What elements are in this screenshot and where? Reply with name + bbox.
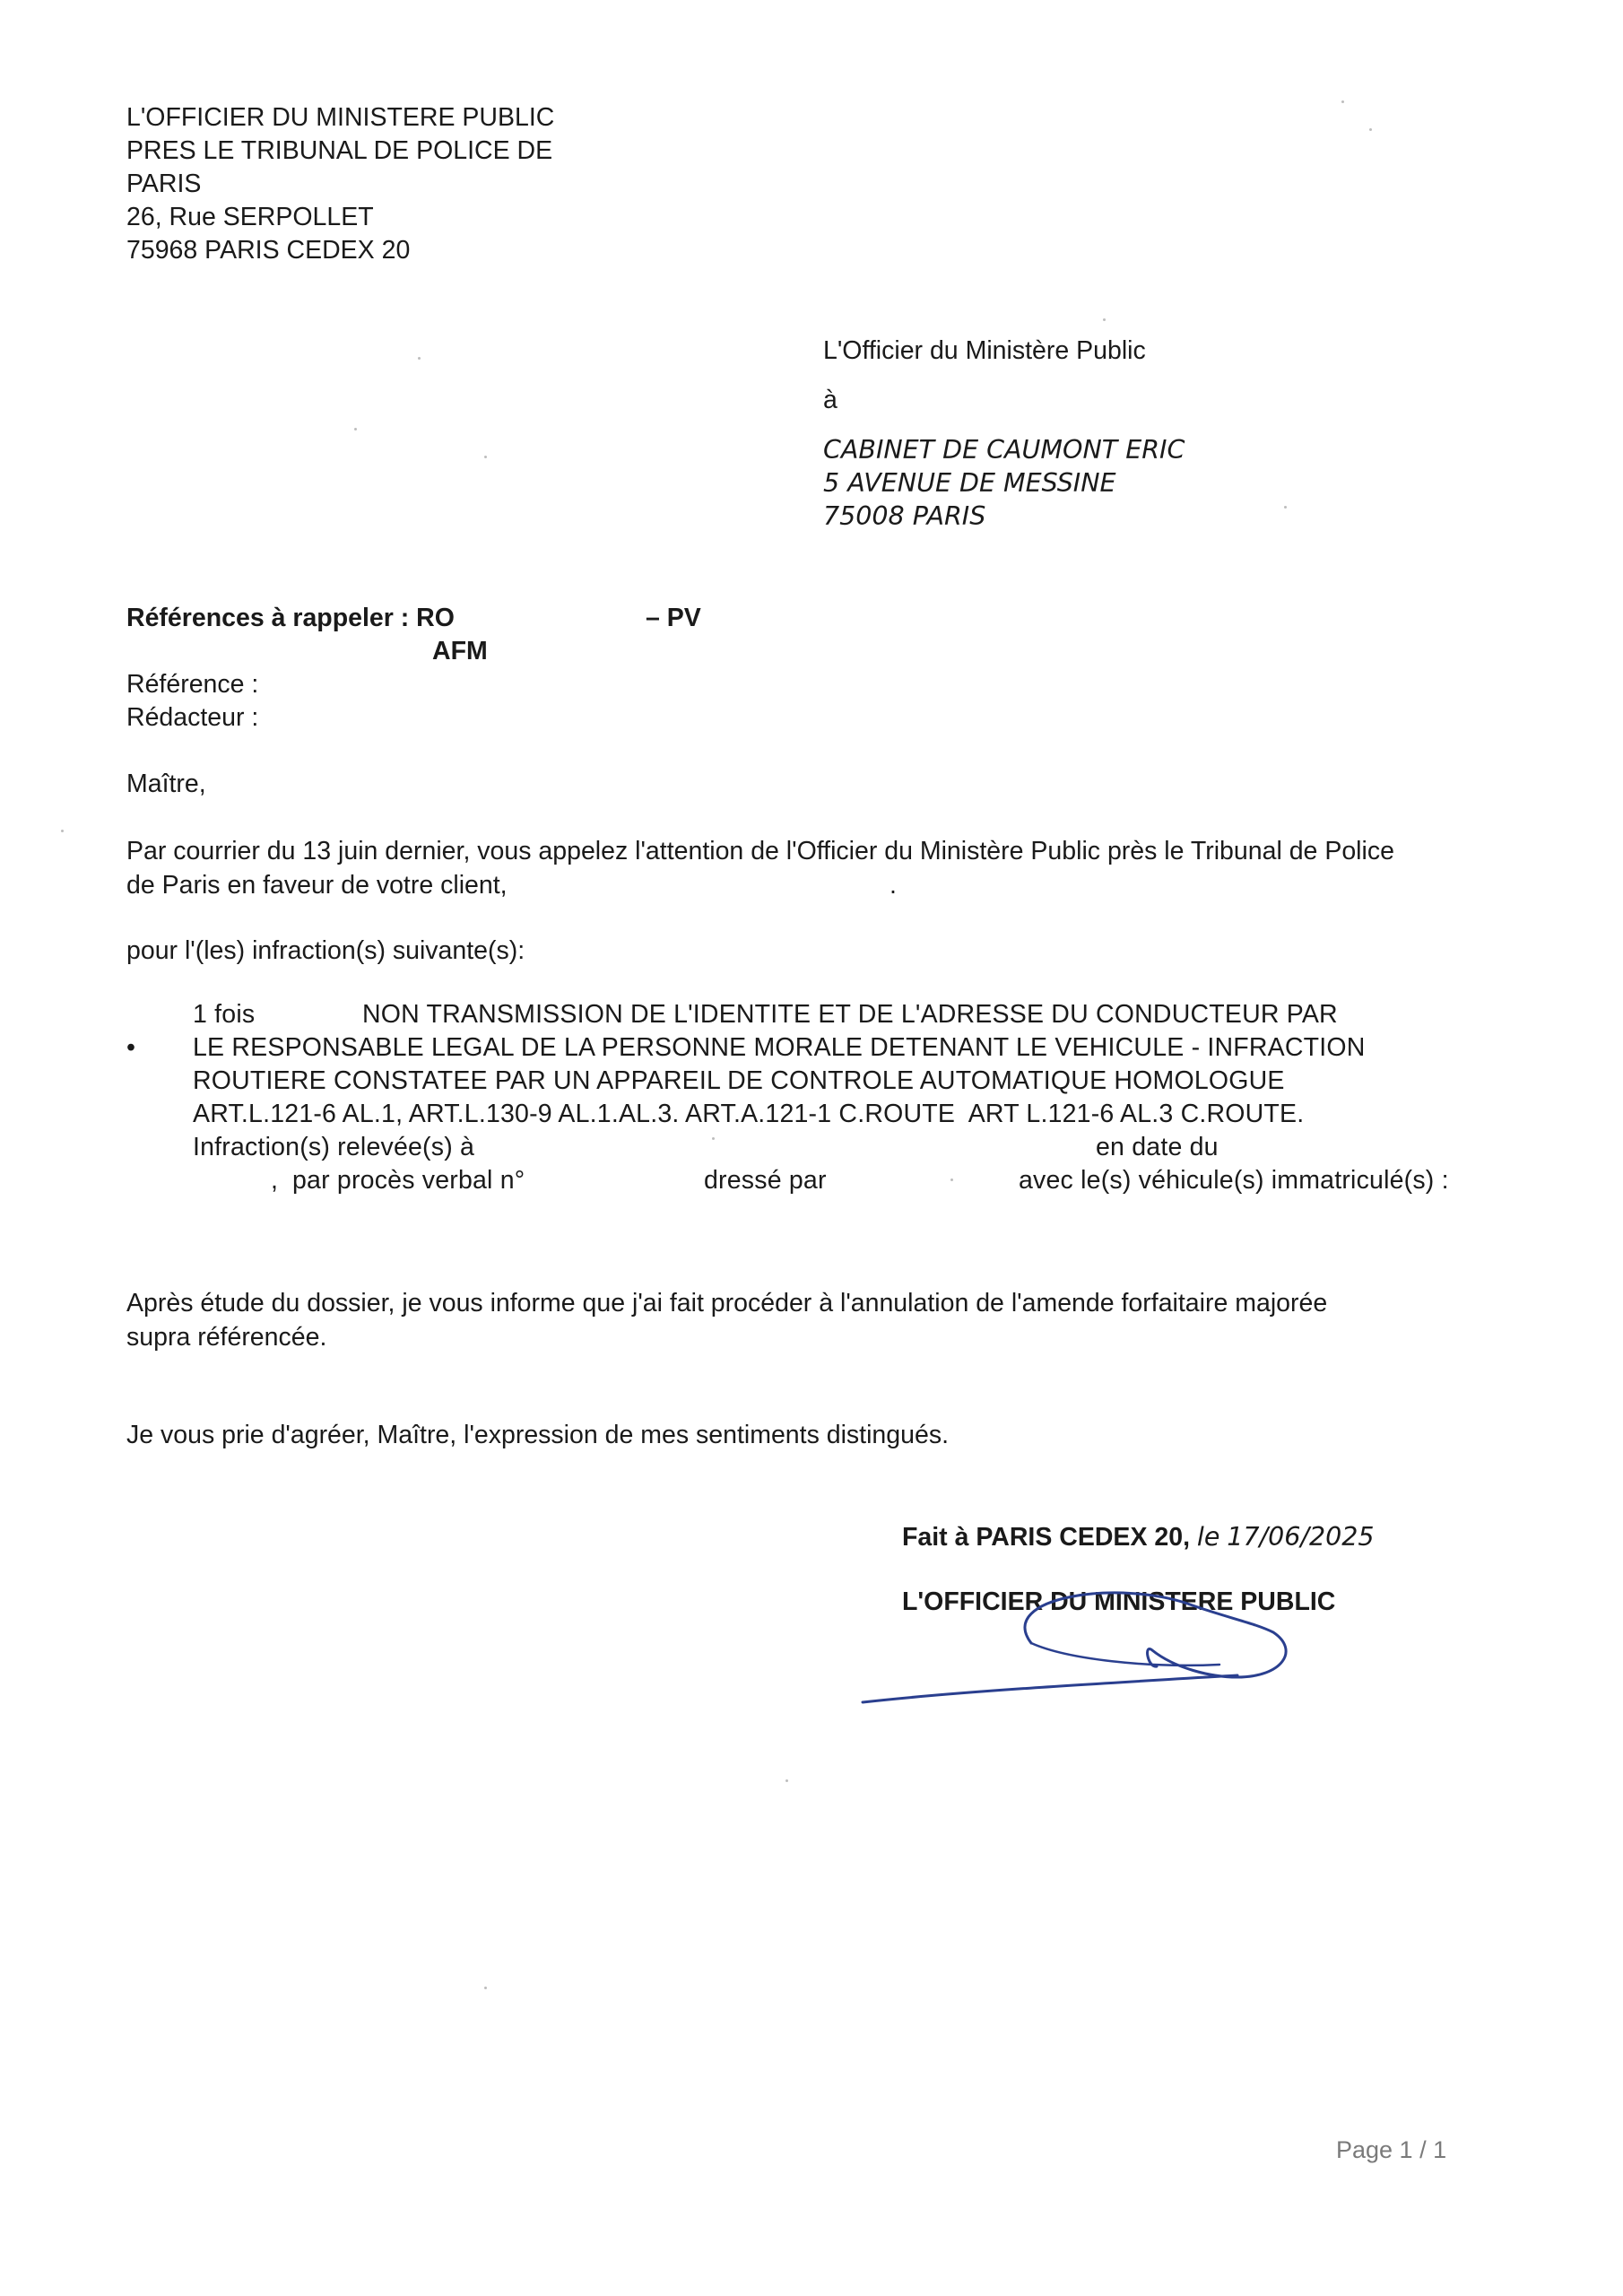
recipient-from: L'Officier du Ministère Public xyxy=(823,336,1146,365)
recipient-to-word: à xyxy=(823,386,838,414)
signature-date-prefix: le xyxy=(1196,1522,1220,1552)
infraction-pv-label: par procès verbal n° xyxy=(292,1166,525,1195)
references-label: Références à rappeler : RO xyxy=(126,604,455,632)
intro-paragraph-dot: . xyxy=(890,871,897,900)
reference-label: Référence : xyxy=(126,670,259,699)
infraction-desc-line: LE RESPONSABLE LEGAL DE LA PERSONNE MORALE DETENANT LE VEHICULE - INFRACTION xyxy=(193,1033,1366,1062)
sender-address xyxy=(126,101,554,267)
recipient-address xyxy=(823,433,1185,533)
decision-paragraph-line: Après étude du dossier, je vous informe que j'ai fait procéder à l'annulation de l'amende forfaitaire majorée xyxy=(126,1289,1328,1318)
signature-title: L'OFFICIER DU MINISTERE PUBLIC xyxy=(902,1587,1336,1616)
infraction-desc-line: ROUTIERE CONSTATEE PAR UN APPAREIL DE CONTROLE AUTOMATIQUE HOMOLOGUE xyxy=(193,1066,1285,1095)
recipient-line: CABINET DE CAUMONT ERIC xyxy=(823,435,1185,465)
redacteur-label: Rédacteur : xyxy=(126,703,259,732)
intro-paragraph-line: de Paris en faveur de votre client, xyxy=(126,871,508,900)
handwritten-signature xyxy=(852,1561,1318,1713)
infractions-intro: pour l'(les) infraction(s) suivante(s): xyxy=(126,936,525,965)
intro-paragraph-line: Par courrier du 13 juin dernier, vous appelez l'attention de l'Officier du Ministère Public près le Tribunal de Police xyxy=(126,837,1394,865)
infraction-location-label: Infraction(s) relevée(s) à xyxy=(193,1133,475,1161)
infraction-count: 1 fois xyxy=(193,1000,256,1029)
closing-formula: Je vous prie d'agréer, Maître, l'expression de mes sentiments distingués. xyxy=(126,1421,949,1449)
sender-line: 75968 PARIS CEDEX 20 xyxy=(126,236,411,265)
decision-paragraph-line: supra référencée. xyxy=(126,1323,327,1352)
infraction-date-label: en date du xyxy=(1096,1133,1219,1161)
salutation: Maître, xyxy=(126,770,206,798)
signature-place: Fait à PARIS CEDEX 20, xyxy=(902,1523,1190,1552)
sender-line: 26, Rue SERPOLLET xyxy=(126,203,374,231)
references-afm: AFM xyxy=(432,637,488,665)
references-pv: – PV xyxy=(646,604,701,632)
infraction-bullet: • xyxy=(126,1033,136,1062)
sender-line: PRES LE TRIBUNAL DE POLICE DE xyxy=(126,136,553,165)
infraction-vehicle-label: avec le(s) véhicule(s) immatriculé(s) : xyxy=(1019,1166,1449,1195)
page-number: Page 1 / 1 xyxy=(1336,2136,1447,2163)
recipient-line: 5 AVENUE DE MESSINE xyxy=(823,468,1116,498)
infraction-pv-comma: , xyxy=(271,1166,279,1195)
infraction-desc-line: NON TRANSMISSION DE L'IDENTITE ET DE L'ADRESSE DU CONDUCTEUR PAR xyxy=(362,1000,1338,1029)
infraction-issuer-label: dressé par xyxy=(704,1166,827,1195)
infraction-articles: ART.L.121-6 AL.1, ART.L.130-9 AL.1.AL.3. ART.A.121-1 C.ROUTE ART L.121-6 AL.3 C.ROUTE. xyxy=(193,1100,1305,1128)
sender-line: L'OFFICIER DU MINISTERE PUBLIC xyxy=(126,103,555,132)
recipient-line: 75008 PARIS xyxy=(823,501,986,531)
signature-place-date xyxy=(902,1520,1375,1554)
sender-line: PARIS xyxy=(126,170,202,198)
signature-date: 17/06/2025 xyxy=(1227,1522,1375,1552)
